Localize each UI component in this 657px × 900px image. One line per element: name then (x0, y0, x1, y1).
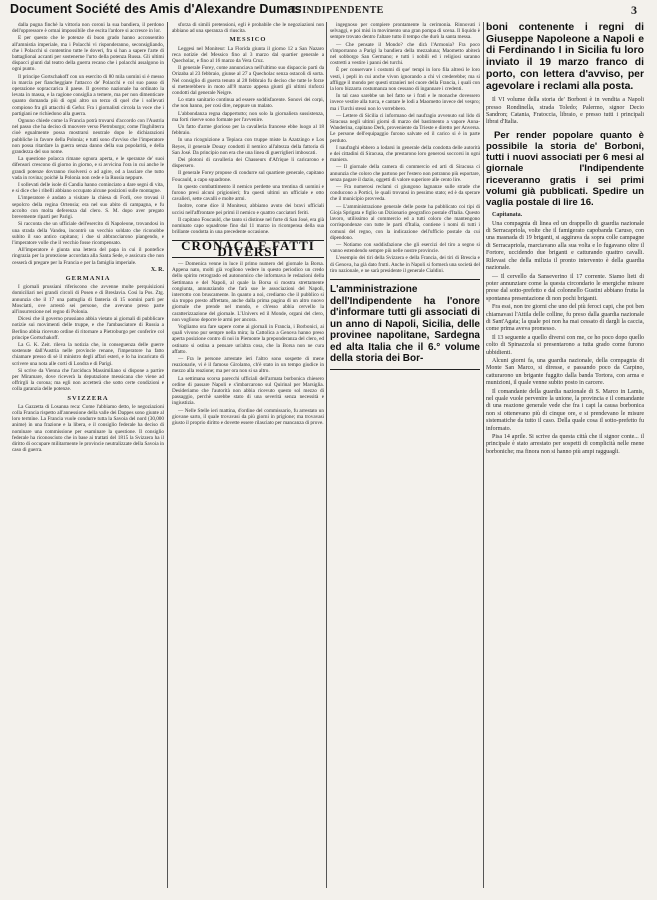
article-paragraph: Dei plotoni di cavalleria dei Chasseurs d'Afrique li caricarono e dispersero. (172, 157, 324, 170)
article-paragraph: — Fra numerosi reclami ci giungono lagnanze sulle strade che conducono a Portici, le quali trovansi in pessimo stato; ed è da sperare che il municipio provveda. (330, 184, 480, 203)
article-paragraph: — L'amministrazione generale delle poste ha pubblicato coi tipi di Gioja Sprigata e figlio un Dizionario geografico postale d'Italia. Questo lavoro, utilissimo al commercio ed a tutti coloro che mantengono corrispondenze con tutte le parti d'Italia, contiene i nomi di tutti i comuni del regno, con la indicazione dell'ufficio postale da cui dipendono. (330, 203, 480, 241)
article-paragraph: — Il giornale della camera di commercio ed arti di Siracusa ci annunzia che coloro che partono per l'estero non potranno più esportare, senza pagare il dazio, oggetti di valore superiore alle cento lire. (330, 164, 480, 183)
article-paragraph: La settimana scorsa parecchi ufficiali dell'armata borbonica chiesero ordine di passare Napoli e s'imbarcarono sul Quirinal per Marsiglia. Desideriamo che l'autorità non abbia ricevuto questo sol mezzo di passaggio, perchè sarebbe stato di una severità senza necessità e ingiustizia. (172, 375, 324, 407)
article-paragraph: Il VI volume della storia de' Borboni è in vendita a Napoli presso Rondinella, strada Toledo; Palermo, signor Decio Sandron; Catania, Fratoccia, libraio, e presso tutti i principali librai d'Italia. (486, 97, 644, 126)
column-rule (167, 22, 168, 888)
article-paragraph: — Che pensate il Mondo? che dirà l'Armonia? Fra poco s'imporranno a Parigi la bandiera della mezzaluna; Maometto abiterà nel sobborgo San Germano; e tutti i nobili ed i religiosi saranno costretti a vestire i panni dei turchi. (330, 41, 480, 67)
volume-info (486, 97, 644, 127)
article-paragraph: Alcuni giorni fa, una guardia nazionale, della compagnia di Monte San Marco, si diresse, e passando poco da Carpino, catturarono un brigante fuggito dalla banda Tortora, con arma e munizioni, il quale venne subito posto in carcere. (486, 357, 644, 387)
article-paragraph: — Lettere di Sicilia ci informano del naufragio avvenuto sul lido di Siracusa negli ultimi giorni di marzo del bastimento a vapore Anna-Wanderina, capitano Derk, proveniente da Trieste e diretto per Anversa. Le persone dell'equipaggio furono salvate ed il carico si è in parte perduto. (330, 112, 480, 144)
section-title-germania: GERMANIA (65, 274, 111, 282)
column-2-intro: sforza di simili pretensioni, egli è probabile che le negoziazioni non abbiano ad una speranza di riuscita. (172, 22, 324, 35)
article-paragraph: Si racconta che un ufficiale dell'esercito di Napoleone, trovandosi in una strada della Vandea, incontrò un vecchio soldato che riconobbe subito il suo antico capitano; i due si abbracciarono piangendo, e l'imperatore volle che il vecchio fosse ricompensato. (12, 221, 164, 246)
column-4 (486, 22, 644, 890)
article-paragraph: L'imperatore è andato a visitare la chiesa di Forlì, ove trovasi il sepolcro della regina Ortensia; era nel suo abito di campagna, e fu accolto con molta deferenza dal clero. S. M. dopo aver pregato brevemente ripartì per Parigi. (12, 195, 164, 221)
article-paragraph: Il capitano Foucauld, che tanto si distinse nel forte di San José, era già nominato capo squadrone fino dal 11 marzo in ricompensa della sua brillante condotta in una precedente occasione. (172, 216, 324, 236)
article-signature: X. R. (150, 266, 164, 273)
article-paragraph: — Fra le persone arrestate ieri l'altro sono sospette di mene reazionarie, vi è il famoso Girolamo, ch'è stato in un tempo giudice in mezzo alla reazione; ma per ora non si sa altro. (172, 355, 324, 375)
cronaca-provinciale (486, 212, 644, 456)
article-paragraph: Il generale Forey, come annunciava nell'ultimo suo dispaccio partì da Orizaba al 23 febbraio, giunse al 27 a Quecholac senza ostacoli di sorta. Nel consiglio di guerra tenuto al 28 febbraio fu deciso che tutte le forze si metterebbero in moto all'8 marzo appena giunti gli ultimi rinforzi condotti dal generale Neigre. (172, 65, 324, 97)
article-paragraph: La G. K. Zeit. rileva la notizia che, in conseguenza delle guerre sostenute dall'Austria nelle provincie renane, l'imperatore ha fatto chiamare presso di sè il ministro degli affari esteri, e lo ha incaricato di scrivere una nota alle corti di Londra e di Parigi. (12, 341, 164, 367)
article-paragraph: Il comandante della guardia nazionale di S. Marco in Lamis, nel quale vuole pervenire la unione, la provincia e il comandante di una reazione generale vede che fra i capi la causa borbonica non si ottenevano più di cinque ore, e si prendevano le misure sistematiche da tutto il caso. Della quale cosa il sotto-prefetto fu informato. (486, 388, 644, 432)
article-paragraph: Il principe Gortschakoff con un esercito di 80 mila uomini si è messo in marcia per fiancheggiare l'attacco de' Polacchi e col suo passo di operazione sopraccarica il paese. Il governo nazionale ha ordinato la levata in massa, e la ragione consiglia a temere, ma per non dimenticare quanto domanda più di ogni altro un terzo di quel che i sollevati compiono fra gli attacchi di Gefur. Fra i giornalisti circola la voce che i partigiani ne richiedono alla guerra. (12, 73, 164, 117)
article-paragraph: In una ricognizione a Tepiaca con truppe miste la Azatzingo e Los Reyes, il generale Douay condotti il nemico all'altezza della fattoria di San José. Da principio non era che una linea di guerriglieri imboscati. (172, 137, 324, 156)
article-paragraph: I naufraghi ebbero a lodarsi in generale della condotta delle autorità e dei cittadini di Siracusa, che prestarono loro generosi soccorsi in ogni maniera. (330, 144, 480, 164)
column-2 (172, 22, 324, 890)
article-paragraph: La questione polacca rimane ognora aperta, e le speranze de' suoi difensori crescono di giorno in giorno, e si avvicina l'ora in cui anche le grandi potenze dovranno risolversi o ad agire, od a lasciare che tutto vada in rovina; poichè la Polonia non cede e la Russia neppure. (12, 156, 164, 181)
section-title-messico: MESSICO (229, 36, 267, 44)
page-number: 3 (631, 3, 637, 17)
article-paragraph: Il 13 seguente a quello diversi con me, ce ho poco dopo quello colto di Spinazzola si presentarono a tutta grado come furono ubbidienti. (486, 334, 644, 356)
article-paragraph: Dicesi che il governo prussiano abbia vietato ai giornali di pubblicare notizie sui movimenti delle truppe, e che l'ambasciatore di Russia a Berlino abbia ricevuto ordine di ritornare a Pietroburgo per conferire col principe Gortschakoff. (12, 316, 164, 341)
cronaca-heading: CRONACA E FATTI DIVERSI (172, 240, 324, 258)
administration-notice: L'amministrazione dell'Indipendente ha l'onore d'informare tutti gli associati di un anno di Napoli, Sicilia, delle provinee napolitane, Sardegna ed alta Italia che il 6.° volume della storia dei Bor- (330, 279, 480, 370)
column-1-intro: dalla pugna finchè la vittoria non coroni la sua bandiera, il perdono dell'oppressore è ormai impossibile che escita l'ardore si accresce in lor. (12, 22, 164, 35)
watermark: Document Société des Amis d'Alexandre Dumas (10, 2, 302, 16)
article-paragraph: E per questo che le potenze di buon grado hanno acconsentito all'amnistia imperiale, ma i Polacchi vi risponderanno, seconsigliando, che i Polacchi si contentino tutte le doveri, fra si han a sapere l'arte di battaglionai accanti per sostenerne l'urto della potenza Russa. Gli ultimi dispacci giunti dal teatro della guerra recano che i polacchi assalgono in ogni punto. (12, 35, 164, 73)
article-paragraph: — Domenica venne in luce il primo numero del giornale la Borsa. Appena nato, molti già vogliono vedere in questo periodico un credo dello spirito retrogrado ed autonomico che informava le redazioni della Settimana e del Napoli, al quale la Borsa si mostra strettamente congiunta, annunziando che farà sue le associazioni del Napoli, interrotto con bruscamente. In quanto a noi, crediamo che il pubblico si sia troppo presto affrettato, anche dalla prima pagina di un altro nuovo giornale che prende nel mondo, e ch'esso abbia cervello la caratterizzazione del giornale. L'Univers ed il Monde, organi del clero, non vogliono deporre le armi per ancora. (172, 260, 324, 323)
article-paragraph: — Nelle Stelle ieri mattina, d'ordine del commissario, fu arrestato un giovane sarto, il quale trovavasi da più giorni in prigione; ma trovavasi giusto il proprio diritto e dovette essere rilasciato per mancanza di prove. (172, 407, 324, 426)
promo-notice: Per render popolare quanto è possibile la storia de' Borboni, tutti i nuovi associati per 6 mesi al giornale l'Indipendente riceveranno gratis i sei primi volumi già pubblicati. Spedire un vaglia postale di lire 16. (486, 129, 644, 209)
article-paragraph: Lo stato sanitario continua ad essere soddisfacente. Sonovi dei corpi, che non hanno, per così dire, neppure un malato. (172, 97, 324, 110)
subscription-notice: boni contenente i regni di Giuseppe Napoleone a Napoli e di Ferdinando I in Sicilia fu loro inviato il 19 marzo franco di porto, con lettera d'avviso, per agevolare i reclami alla posta. (486, 22, 644, 92)
article-paragraph: Vogliamo ora fare sapere come ai giornali in Francia, i Borbonici, ai quali vivono pur sempre nella mira; la Cattolica a Genova hanno preso aperta posizione contro di noi in Piemonte la preponderanza del clero, ed ostinato si ostina a pensare un'altra cosa, che la Borsa non ne cura affatto. (172, 323, 324, 355)
article-paragraph: Il generale Forey propose di condurre sul quartiere generale, capitano Foucauld, a capo squadrone. (172, 170, 324, 183)
article-paragraph: All'imperatore è giunta una lettera del papa in cui il pontefice ringrazia per la protezione accordata alla Santa Sede, e assicura che non cesserà di pregare per la Francia e per la famiglia imperiale. (12, 247, 164, 266)
article-paragraph: Una compagnia di linea ed un drappello di guardia nazionale di Serracapriola, volte che il famigerato capobanda Caruso, con una masnada di 19 briganti, si aggirava da sopra colle campagne di Serracapriola, marciavano alla sua volta e lo fugavano oltre il Fortore, uccidendo due briganti e catturando quattro cavalli. Rilevasi che della milizia il pronto intervento è della guardia nazionale. (486, 220, 644, 272)
article-paragraph: Ognuno chiede come la Francia potrà trovarsi d'accordo con l'Austria nel passo che ha deciso di muovere verso Pietroburgo; come l'Inghilterra cioè egualmente possa mostrarsi neutrale dopo le dichiarazioni pubbliche in favore della Polonia; e tutti sono d'avviso che l'imperatore non possa ritardare la guerra senza danno della sua popolarità, e della grandezza del suo nome. (12, 118, 164, 156)
section-title-svizzera: SVIZZERA (67, 394, 109, 402)
article-paragraph: Leggesi nel Moniteur: La Florida giunta il giorno 12 a San Nazaro reca notizie del Messico fino al 3 marzo dal quartier generale a Quecholac, e fino al 16 marzo da Vera Cruz. (172, 45, 324, 65)
article-paragraph: Inoltre, come dice il Moniteur, abbiamo avuto dei bravi ufficiali uccisi nell'affrontare pei primi il nemico e quattro cacciatori feriti. (172, 203, 324, 216)
article-paragraph: Pisa 14 aprile. Si scrive da questa città che il signor conte... il principale è stato arrestato per sospetti di complicità nelle mene borboniche; ma finora non si hanno più ampi ragguagli. (486, 434, 644, 455)
article-paragraph: — Il cervello da Sanseverino il 17 corrente. Siamo lieti di poter annunziare come la questa circondario le energiche misure prese dal sotto-prefetto e dal colonnello Gustini abbiano frutta la spontanea presentazione di non pochi briganti. (486, 273, 644, 302)
article-paragraph: La Gazzetta di Losanna reca: Come l'abbiamo detto, le negoziazioni colla Francia rispetto all'annessione della valle dei Dappes sono giunte al loro termine. La Francia vuole condurre tutta la Savoia del nord (30,000 anime) in una frazione e la libera, e il consiglio federale ha deciso di nominare una commissione per esaminare la questione. Il consiglio federale ha riconosciuto che in base ai trattati del 1815 la Svizzera ha il diritto di occupare militarmente le provincie neutralizzate della Savoia in caso di guerra. (12, 403, 164, 454)
masthead: L'INDIPENDENTE (292, 5, 384, 16)
column-1 (12, 22, 164, 890)
article-paragraph: Un fatto d'arme glorioso per la cavalleria francese ebbe luogo al 18 febbraio. (172, 124, 324, 137)
article-paragraph: I giornali prussiani riferiscono che avvenne molte perquisizioni domiciliari nei grandi circoli di Posen e di Breslavia. Così la Pos. Ztg. annunzia che il 17 una pattuglia di fanteria di 15 uomini partì per Mosciatti, ove arrestò sei persone, che avevano preso parte all'insurrezione nel regno di Polonia. (12, 284, 164, 315)
column-rule (326, 22, 327, 888)
article-paragraph: L'abbondanza regna dappertutto; non solo la giornaliera sussistenza, ma forti riserve sono formate per l'avvenire. (172, 110, 324, 123)
article-paragraph: È per conservare i costumi di que' tempi in loro fila altresì le loro vesti, i pepli in cui anche vivon ignorando a chi vi crederebbe; ma si affligge il mondo per questi stranieri nel cuore della Francia, i quali con la loro bizzarra costumanza non cessano di ingannare i credenti. (330, 67, 480, 93)
column-3 (330, 22, 480, 890)
article-paragraph: ingegnoso per compiere prontamente la cerimonia. Rinnovati i selvaggi, e poi misi in movimento una gran pompa di scena. Il liquido è sempre trovato dentro l'altare tutto il tempo che durò la santa messa. (330, 22, 480, 41)
article-paragraph: I sollevati delle isole di Candia hanno cominciato a dare segni di vita, e si dice che i ribelli abbiano occupato alcune posizioni sulle montagne. (12, 182, 164, 195)
article-paragraph: — Notiamo con soddisfazione che gli esercizi del tiro a segno si vanno estendendo sempre più nelle nostre provincie. (330, 241, 480, 255)
article-paragraph: Si scrive da Vienna che l'arciduca Massimiliano si dispone a partire per Miramare, dove riceverà la deputazione messicana che viene ad offrirgli la corona; ma egli non accetterà che sotto certe condizioni e colla garanzia delle potenze. (12, 367, 164, 393)
article-paragraph: In questo combattimento il nemico perdette una trentina di uomini e furono presi alcuni prigionieri; fra questi ultimi un ufficiale e otto cavalieri, sette cavalli e molte armi. (172, 183, 324, 203)
article-paragraph: In tal caso sarebbe un bel fatto se i frati e le monache dovessero invece vestire alla turca, e cantare le lodi a Maometto invece del vespro; ma i Turchi stessi non lo vorrebbero. (330, 93, 480, 112)
article-paragraph: Fra essi, non tre giorni che uno del più feroci capi, che poi ben chiamavasi l'Attila delle colline, fu preso dalla guardia nazionale di Sant'Agata; la quale poi non ha mai cessato di dargli la caccia, come prima aveva promesso. (486, 304, 644, 333)
article-paragraph: L'esempio dei tiri della Svizzera e della Francia, dei tiri di Brescia e di Genova, ha già dato frutti. Anche in Napoli si formerà una società del tiro nazionale, e ne sarà presidente il generale Cialdini. (330, 255, 480, 274)
subsection-title: Capitanata. (492, 212, 523, 219)
column-rule (483, 22, 484, 888)
